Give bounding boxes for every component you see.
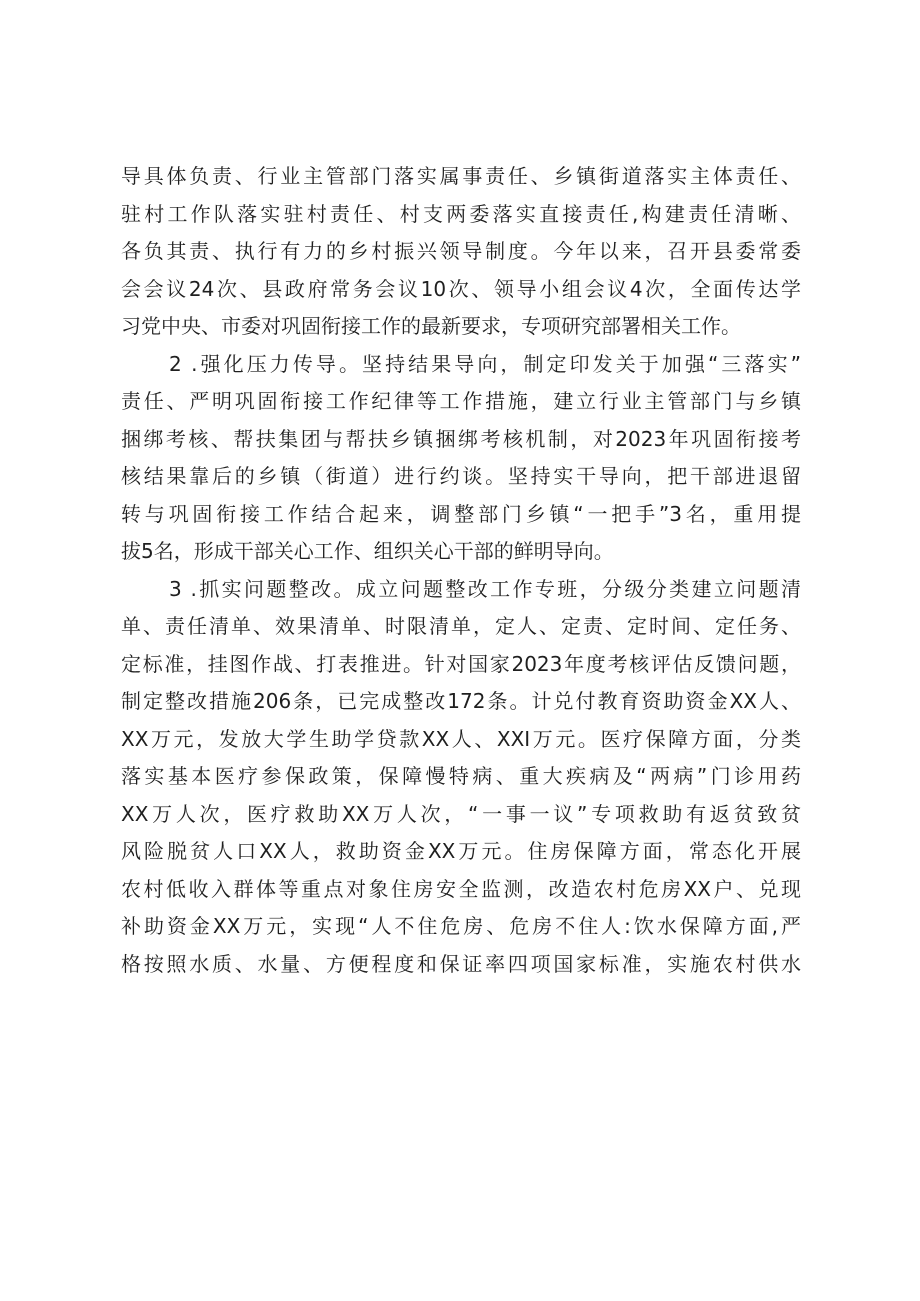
text-line: 核结果靠后的乡镇（街道）进行约谈。坚持实干导向，把干部进退留 [121,464,801,488]
text-line: 定标准，挂图作战、打表推进。针对国家2023年度考核评估反馈问题， [121,651,801,676]
text-line: 农村低收入群体等重点对象住房安全监测，改造农村危房XX户、兑现 [121,876,801,901]
text-line: 拔5名，形成干部关心工作、组织关心干部的鲜明导向。 [121,539,614,563]
text-line: 2 .强化压力传导。坚持结果导向，制定印发关于加强“三落实” [169,351,801,376]
text-line: 格按照水质、水量、方便程度和保证率四项国家标准，实施农村供水 [121,951,801,976]
text-line: 落实基本医疗参保政策，保障慢特病、重大疾病及“两病”门诊用药 [121,764,801,788]
text-line: 习党中央、市委对巩固衔接工作的最新要求，专项研究部署相关工作。 [121,314,741,338]
text-line: 补助资金XX万元，实现“人不住危房、危房不住人:饮水保障方面,严 [121,914,801,938]
text-line: 各负其责、执行有力的乡村振兴领导制度。今年以来，召开县委常委 [121,239,801,263]
text-line: 会会议24次、县政府常务会议10次、领导小组会议4次，全面传达学 [121,276,801,301]
text-line: 风险脱贫人口XX人，救助资金XX万元。住房保障方面，常态化开展 [121,839,801,863]
text-line: 责任、严明巩固衔接工作纪律等工作措施，建立行业主管部门与乡镇 [121,389,801,413]
text-line: 3 .抓实问题整改。成立问题整改工作专班，分级分类建立问题清 [169,576,801,601]
text-line: XX万元，发放大学生助学贷款XX人、XXI万元。医疗保障方面，分类 [121,726,801,751]
text-line: 捆绑考核、帮扶集团与帮扶乡镇捆绑考核机制，对2023年巩固衔接考 [121,426,801,451]
text-line: 转与巩固衔接工作结合起来，调整部门乡镇“一把手”3名，重用提 [121,501,801,526]
text-line: XX万人次，医疗救助XX万人次，“一事一议”专项救助有返贫致贫 [121,801,801,826]
text-line: 单、责任清单、效果清单、时限清单，定人、定责、定时间、定任务、 [121,614,801,638]
body-text [121,158,801,983]
text-line: 驻村工作队落实驻村责任、村支两委落实直接责任,构建责任清晰、 [121,201,801,226]
text-line: 导具体负责、行业主管部门落实属事责任、乡镇街道落实主体责任、 [121,164,801,188]
text-line: 制定整改措施206条，已完成整改172条。计兑付教育资助资金XX人、 [121,689,801,713]
